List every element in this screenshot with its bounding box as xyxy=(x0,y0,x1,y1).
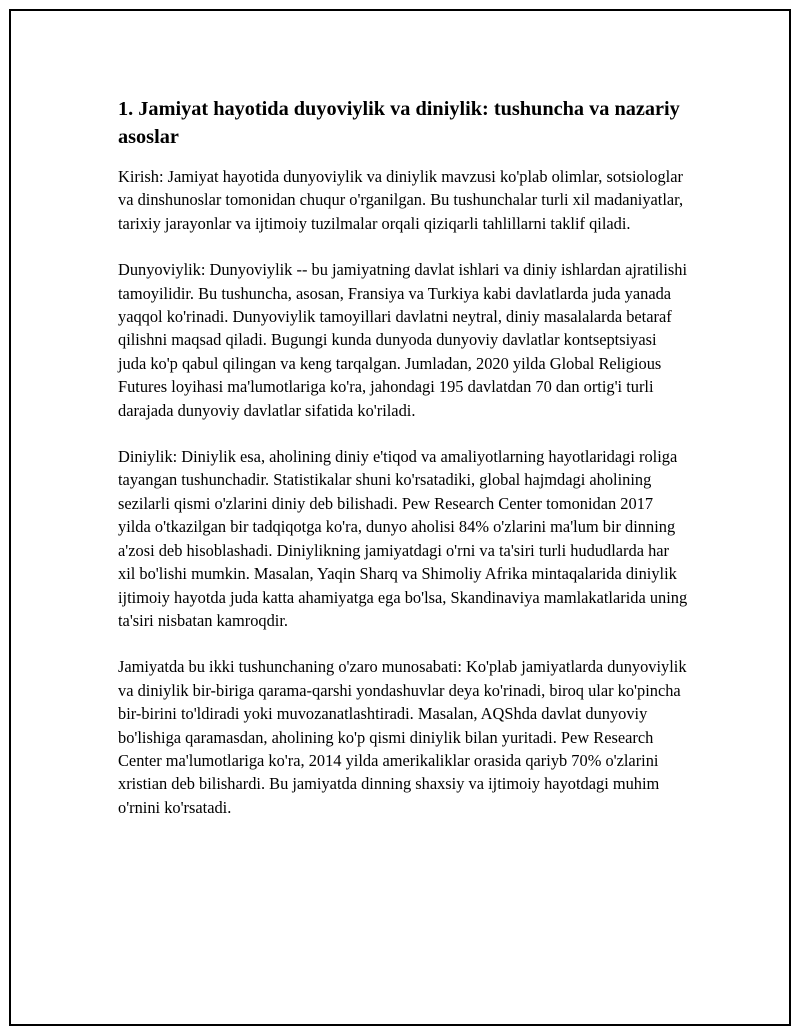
paragraph-relationship: Jamiyatda bu ikki tushunchaning o'zaro munosabati: Ko'plab jamiyatlarda dunyoviylik va diniylik bir-biriga qarama-qarshi yondashuvlar deya ko'rinadi, biroq ular ko'pincha bir-birini to'ldiradi yoki muvozanatlashtiradi. Masalan, AQShda davlat dunyoviy bo'lishiga qaramasdan, aholining ko'p qismi diniylik bilan yuritadi. Pew Research Center ma'lumotlariga ko'ra, 2014 yilda amerikaliklar orasida qariyb 70% o'zlarini xristian deb bilishardi. Bu jamiyatda dinning shaxsiy va ijtimoiy hayotdagi muhim o'rnini ko'rsatadi. xyxy=(118,657,687,817)
document-body xyxy=(118,95,688,842)
paragraph-introduction: Kirish: Jamiyat hayotida dunyoviylik va diniylik mavzusi ko'plab olimlar, sotsiologlar va dinshunoslar tomonidan chuqur o'rganilgan. Bu tushunchalar turli xil madaniyatlar, tarixiy jarayonlar va ijtimoiy tuzilmalar orqali qiziqarli tahlillarni taklif qiladi. xyxy=(118,167,684,233)
paragraph-secularism: Dunyoviylik: Dunyoviylik -- bu jamiyatning davlat ishlari va diniy ishlardan ajratilishi tamoyilidir. Bu tushuncha, asosan, Fransiya va Turkiya kabi davlatlarda juda yanada yaqqol ko'rinadi. Dunyoviylik tamoyillari davlatni neytral, diniy masalalarda betaraf qilishni maqsad qiladi. Bugungi kunda dunyoda dunyoviy davlatlar kontseptsiyasi juda ko'p qabul qilingan va keng tarqalgan. Jumladan, 2020 yilda Global Religious Futures loyihasi ma'lumotlariga ko'ra, jahondagi 195 davlatdan 70 dan ortig'i turli darajada dunyoviy davlatlar sifatida ko'riladi. xyxy=(118,260,688,420)
section-heading: 1. Jamiyat hayotida duyoviylik va diniylik: tushuncha va nazariy asoslar xyxy=(118,98,680,148)
paragraph-religiosity: Diniylik: Diniylik esa, aholining diniy e'tiqod va amaliyotlarning hayotlaridagi roliga tayangan tushunchadir. Statistikalar shuni ko'rsatadiki, global hajmdagi aholining sezilarli qismi o'zlarini diniy deb bilishadi. Pew Research Center tomonidan 2017 yilda o'tkazilgan bir tadqiqotga ko'ra, dunyo aholisi 84% o'zlarini ma'lum bir dinning a'zosi deb hisoblashadi. Diniylikning jamiyatdagi o'rni va ta'siri turli hududlarda har xil bo'lishi mumkin. Masalan, Yaqin Sharq va Shimoliy Afrika mintaqalarida diniylik ijtimoiy hayotda juda katta ahamiyatga ega bo'lsa, Skandinaviya mamlakatlarida uning ta'siri nisbatan kamroqdir. xyxy=(118,447,688,630)
